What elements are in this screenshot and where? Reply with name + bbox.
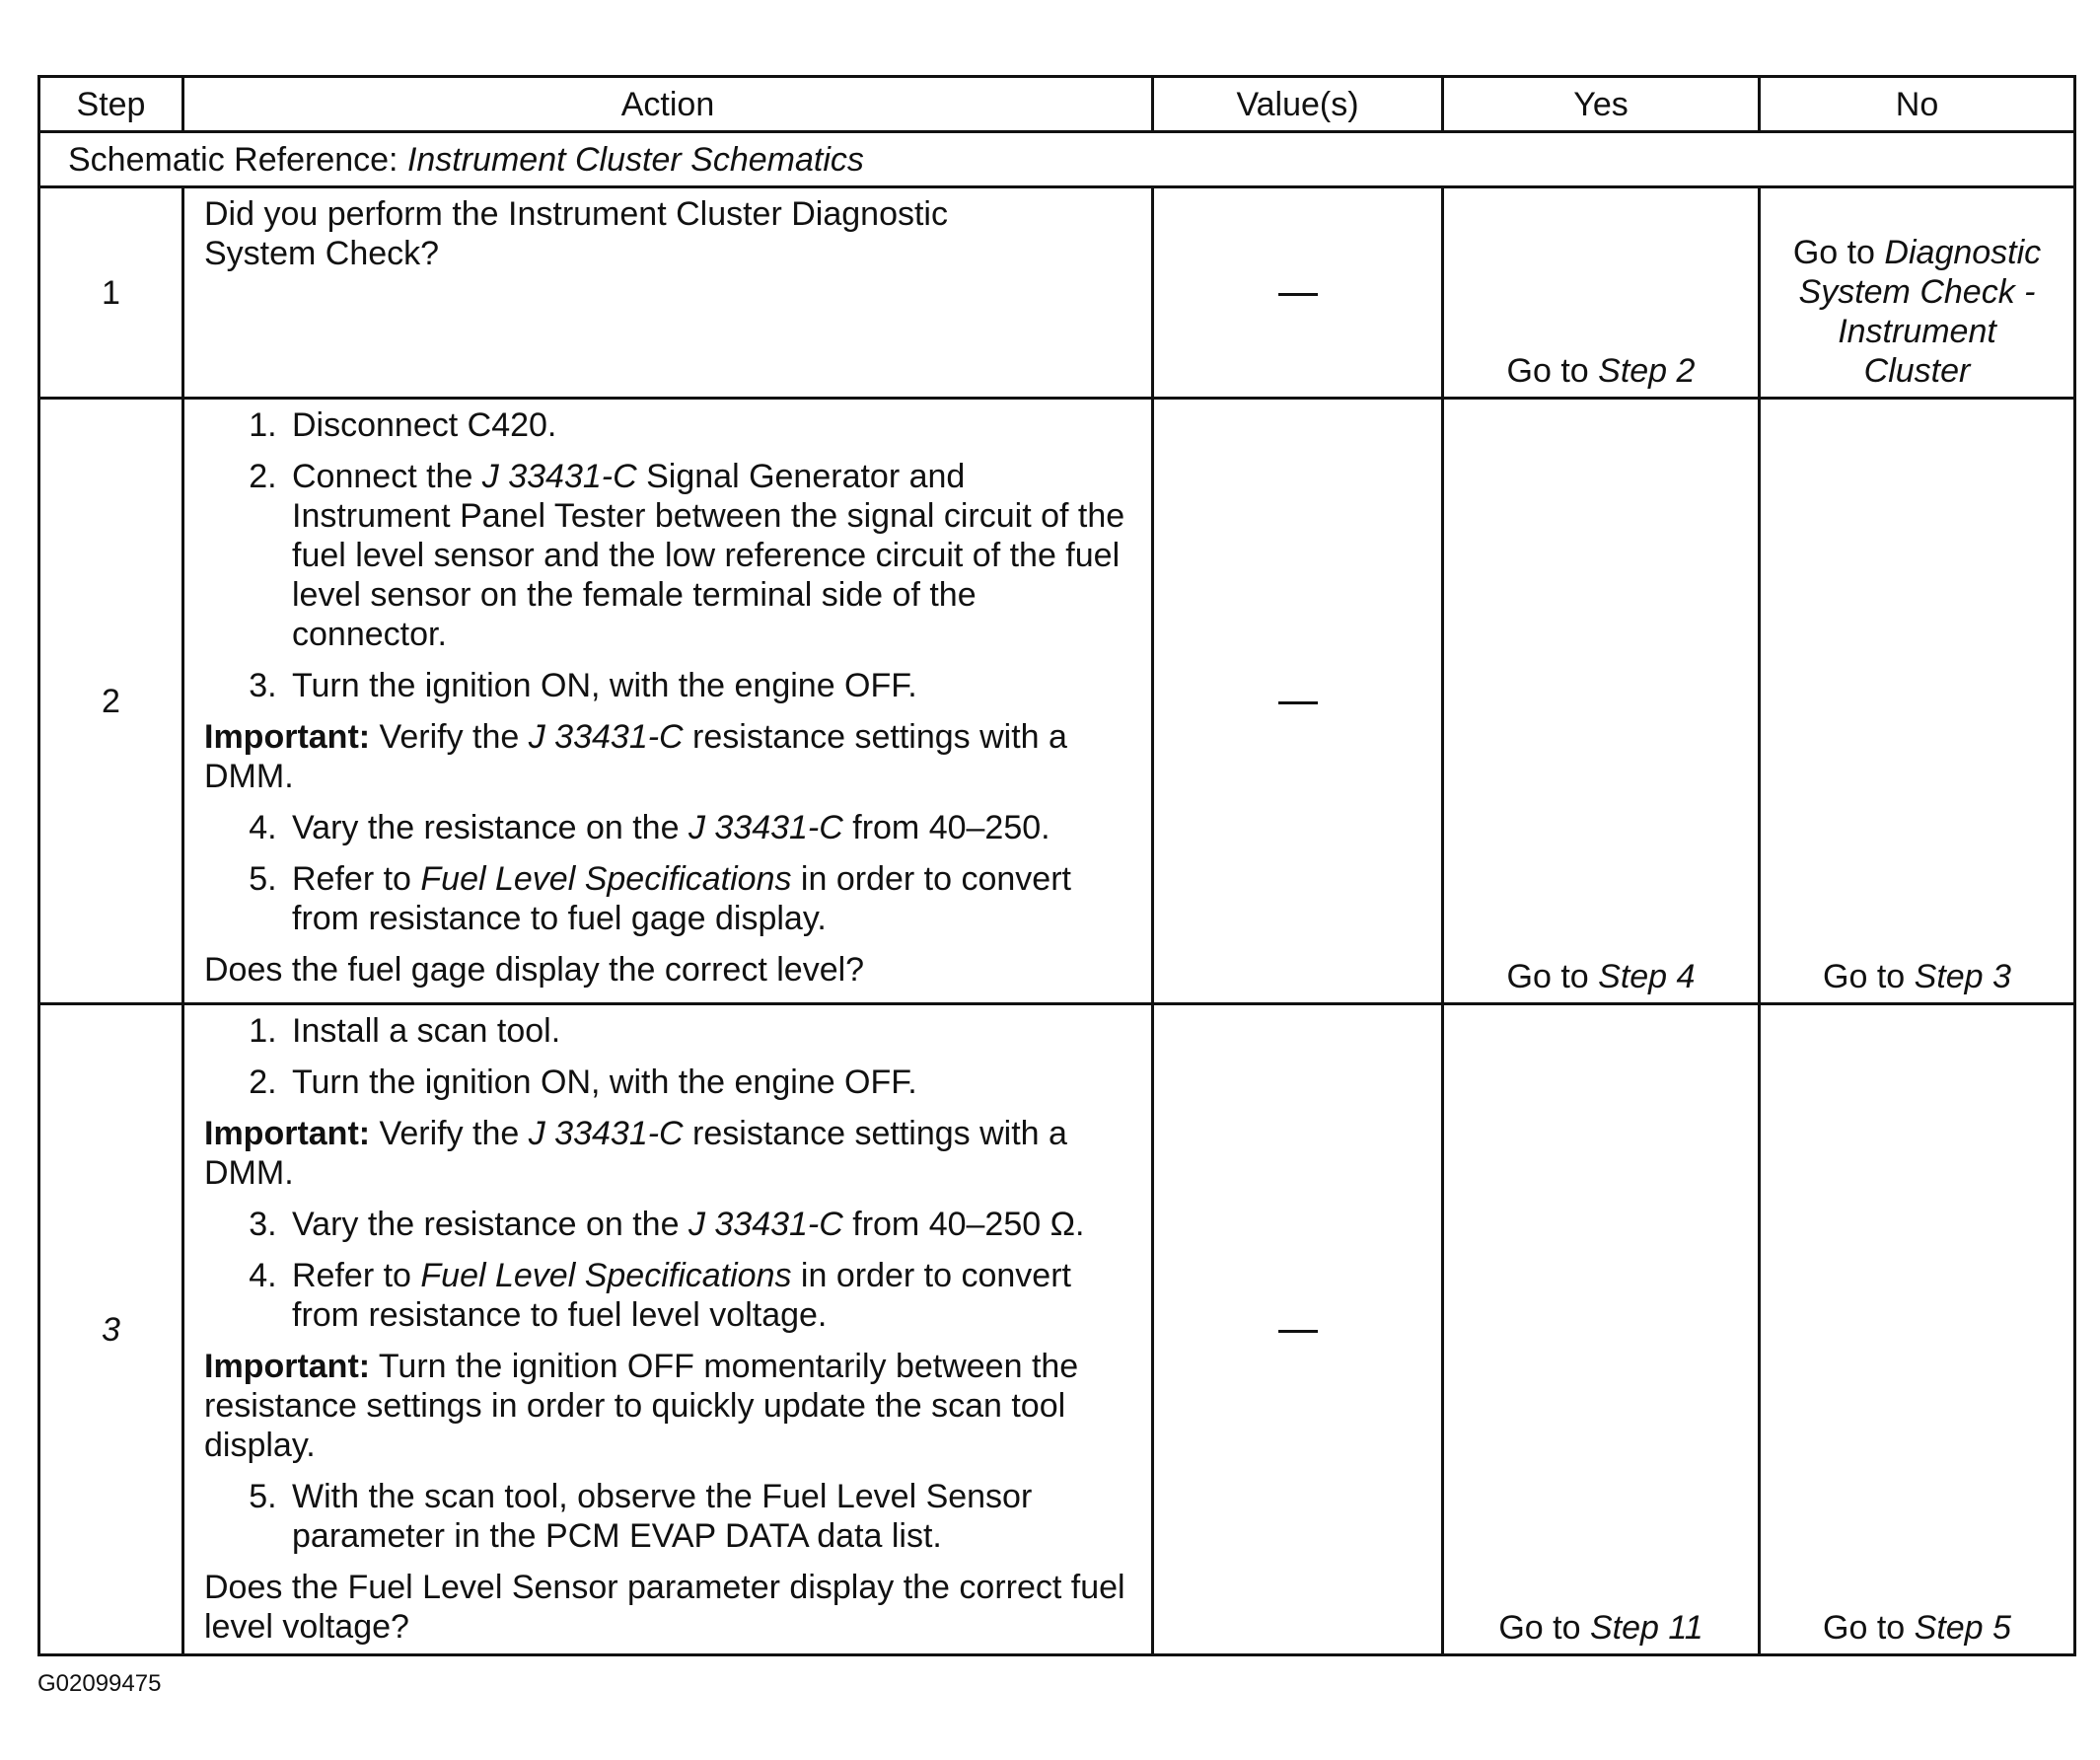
- procedure-text: in order to convert from resistance to fuel gage display.: [292, 860, 1071, 937]
- procedure-item: [286, 405, 1131, 445]
- header-row: [39, 77, 2075, 132]
- procedure-item: [286, 859, 1131, 938]
- note-text: Verify the: [370, 1115, 529, 1152]
- procedure-list: [204, 1011, 1131, 1102]
- note-text: resistance settings with a DMM.: [204, 1115, 1067, 1192]
- no-link[interactable]: Step 3: [1914, 958, 2011, 995]
- procedure-item: [286, 1256, 1131, 1335]
- yes-prefix: Go to: [1506, 958, 1599, 995]
- schematic-reference: [39, 132, 2075, 187]
- step-row-3: [39, 1004, 2075, 1655]
- value-dash: [1278, 1330, 1318, 1333]
- value-cell: [1153, 187, 1443, 399]
- procedure-list: [204, 405, 1131, 705]
- step-number: 2: [39, 399, 183, 1004]
- step-row-1: [39, 187, 2075, 399]
- no-link[interactable]: Diagnostic System Check - Instrument Cluster: [1798, 234, 2042, 390]
- procedure-text: from 40–250.: [842, 809, 1050, 846]
- note-text: Turn the ignition OFF momentarily between the resistance settings in order to quickly update the scan tool display.: [204, 1348, 1079, 1464]
- procedure-text: Refer to: [292, 1257, 421, 1294]
- important-note: [204, 717, 1131, 796]
- procedure-list: [204, 1205, 1131, 1335]
- procedure-text: from 40–250 Ω.: [842, 1206, 1085, 1243]
- procedure-item: [286, 457, 1131, 654]
- no-cell: [1760, 187, 2075, 399]
- important-note: [204, 1347, 1131, 1465]
- no-cell: [1760, 1004, 2075, 1655]
- tool-name: J 33431-C: [528, 718, 684, 756]
- procedure-item: [286, 1011, 1131, 1051]
- important-label: Important:: [204, 1348, 371, 1385]
- yes-link[interactable]: Step 11: [1589, 1609, 1703, 1647]
- yes-link[interactable]: Step 4: [1598, 958, 1696, 995]
- yes-cell: [1443, 1004, 1760, 1655]
- procedure-text: Disconnect C420.: [292, 406, 557, 444]
- header-values: Value(s): [1153, 77, 1443, 132]
- procedure-text: Turn the ignition ON, with the engine OFF.: [292, 667, 917, 704]
- action-cell: [183, 399, 1153, 1004]
- procedure-item: [286, 808, 1131, 847]
- no-prefix: Go to: [1792, 234, 1885, 271]
- header-action: Action: [183, 77, 1153, 132]
- step-number: [39, 1004, 183, 1655]
- step-number: 1: [39, 187, 183, 399]
- note-text: resistance settings with a DMM.: [204, 718, 1067, 795]
- schematic-reference-label: Schematic Reference:: [68, 140, 407, 179]
- no-prefix: Go to: [1823, 1609, 1915, 1647]
- procedure-text: Turn the ignition ON, with the engine OFF.: [292, 1063, 917, 1101]
- important-label: Important:: [204, 1115, 371, 1152]
- question-text: Does the Fuel Level Sensor parameter display the correct fuel level voltage?: [204, 1569, 1125, 1646]
- procedure-text: Refer to: [292, 860, 421, 898]
- procedure-text: With the scan tool, observe the Fuel Level Sensor parameter in the PCM EVAP DATA data list.: [292, 1478, 1033, 1555]
- yes-prefix: Go to: [1498, 1609, 1590, 1647]
- procedure-text: Signal Generator and Instrument Panel Tester between the signal circuit of the fuel level sensor and the low reference circuit of the fuel level sensor on the female terminal side of the connector.: [292, 458, 1125, 653]
- header-no: No: [1760, 77, 2075, 132]
- tool-name: J 33431-C: [481, 458, 637, 495]
- value-dash: [1278, 701, 1318, 704]
- yes-cell: [1443, 187, 1760, 399]
- value-cell: [1153, 1004, 1443, 1655]
- action-cell: [183, 1004, 1153, 1655]
- no-link[interactable]: Step 5: [1914, 1609, 2011, 1647]
- header-step: Step: [39, 77, 183, 132]
- tool-name: J 33431-C: [528, 1115, 684, 1152]
- yes-prefix: Go to: [1506, 352, 1599, 390]
- procedure-list: [204, 1477, 1131, 1556]
- important-note: [204, 1114, 1131, 1193]
- schematic-reference-link[interactable]: Instrument Cluster Schematics: [406, 140, 864, 179]
- question-text: Does the fuel gage display the correct level?: [204, 951, 865, 989]
- diagnostic-table: [37, 75, 2076, 1656]
- procedure-text: Vary the resistance on the: [292, 809, 688, 846]
- value-cell: [1153, 399, 1443, 1004]
- step-number-text: 3: [102, 1310, 120, 1349]
- procedure-list: [204, 808, 1131, 938]
- specifications-link[interactable]: Fuel Level Specifications: [420, 1257, 792, 1294]
- yes-link[interactable]: Step 2: [1598, 352, 1696, 390]
- procedure-item: [286, 1063, 1131, 1102]
- no-cell: [1760, 399, 2075, 1004]
- procedure-text: Vary the resistance on the: [292, 1206, 688, 1243]
- specifications-link[interactable]: Fuel Level Specifications: [420, 860, 792, 898]
- no-prefix: Go to: [1823, 958, 1915, 995]
- tool-name: J 33431-C: [688, 809, 843, 846]
- procedure-item: [286, 1205, 1131, 1244]
- schematic-reference-row: [39, 132, 2075, 187]
- procedure-text: Connect the: [292, 458, 482, 495]
- action-cell: [183, 187, 1153, 399]
- procedure-text: in order to convert from resistance to fuel level voltage.: [292, 1257, 1071, 1334]
- question-text: Did you perform the Instrument Cluster Diagnostic System Check?: [204, 195, 948, 272]
- note-text: Verify the: [370, 718, 529, 756]
- procedure-item: [286, 1477, 1131, 1556]
- value-dash: [1278, 293, 1318, 296]
- procedure-text: Install a scan tool.: [292, 1012, 561, 1050]
- tool-name: J 33431-C: [688, 1206, 843, 1243]
- figure-id: G02099475: [37, 1670, 162, 1697]
- important-label: Important:: [204, 718, 371, 756]
- yes-cell: [1443, 399, 1760, 1004]
- header-yes: Yes: [1443, 77, 1760, 132]
- step-row-2: [39, 399, 2075, 1004]
- procedure-item: [286, 666, 1131, 705]
